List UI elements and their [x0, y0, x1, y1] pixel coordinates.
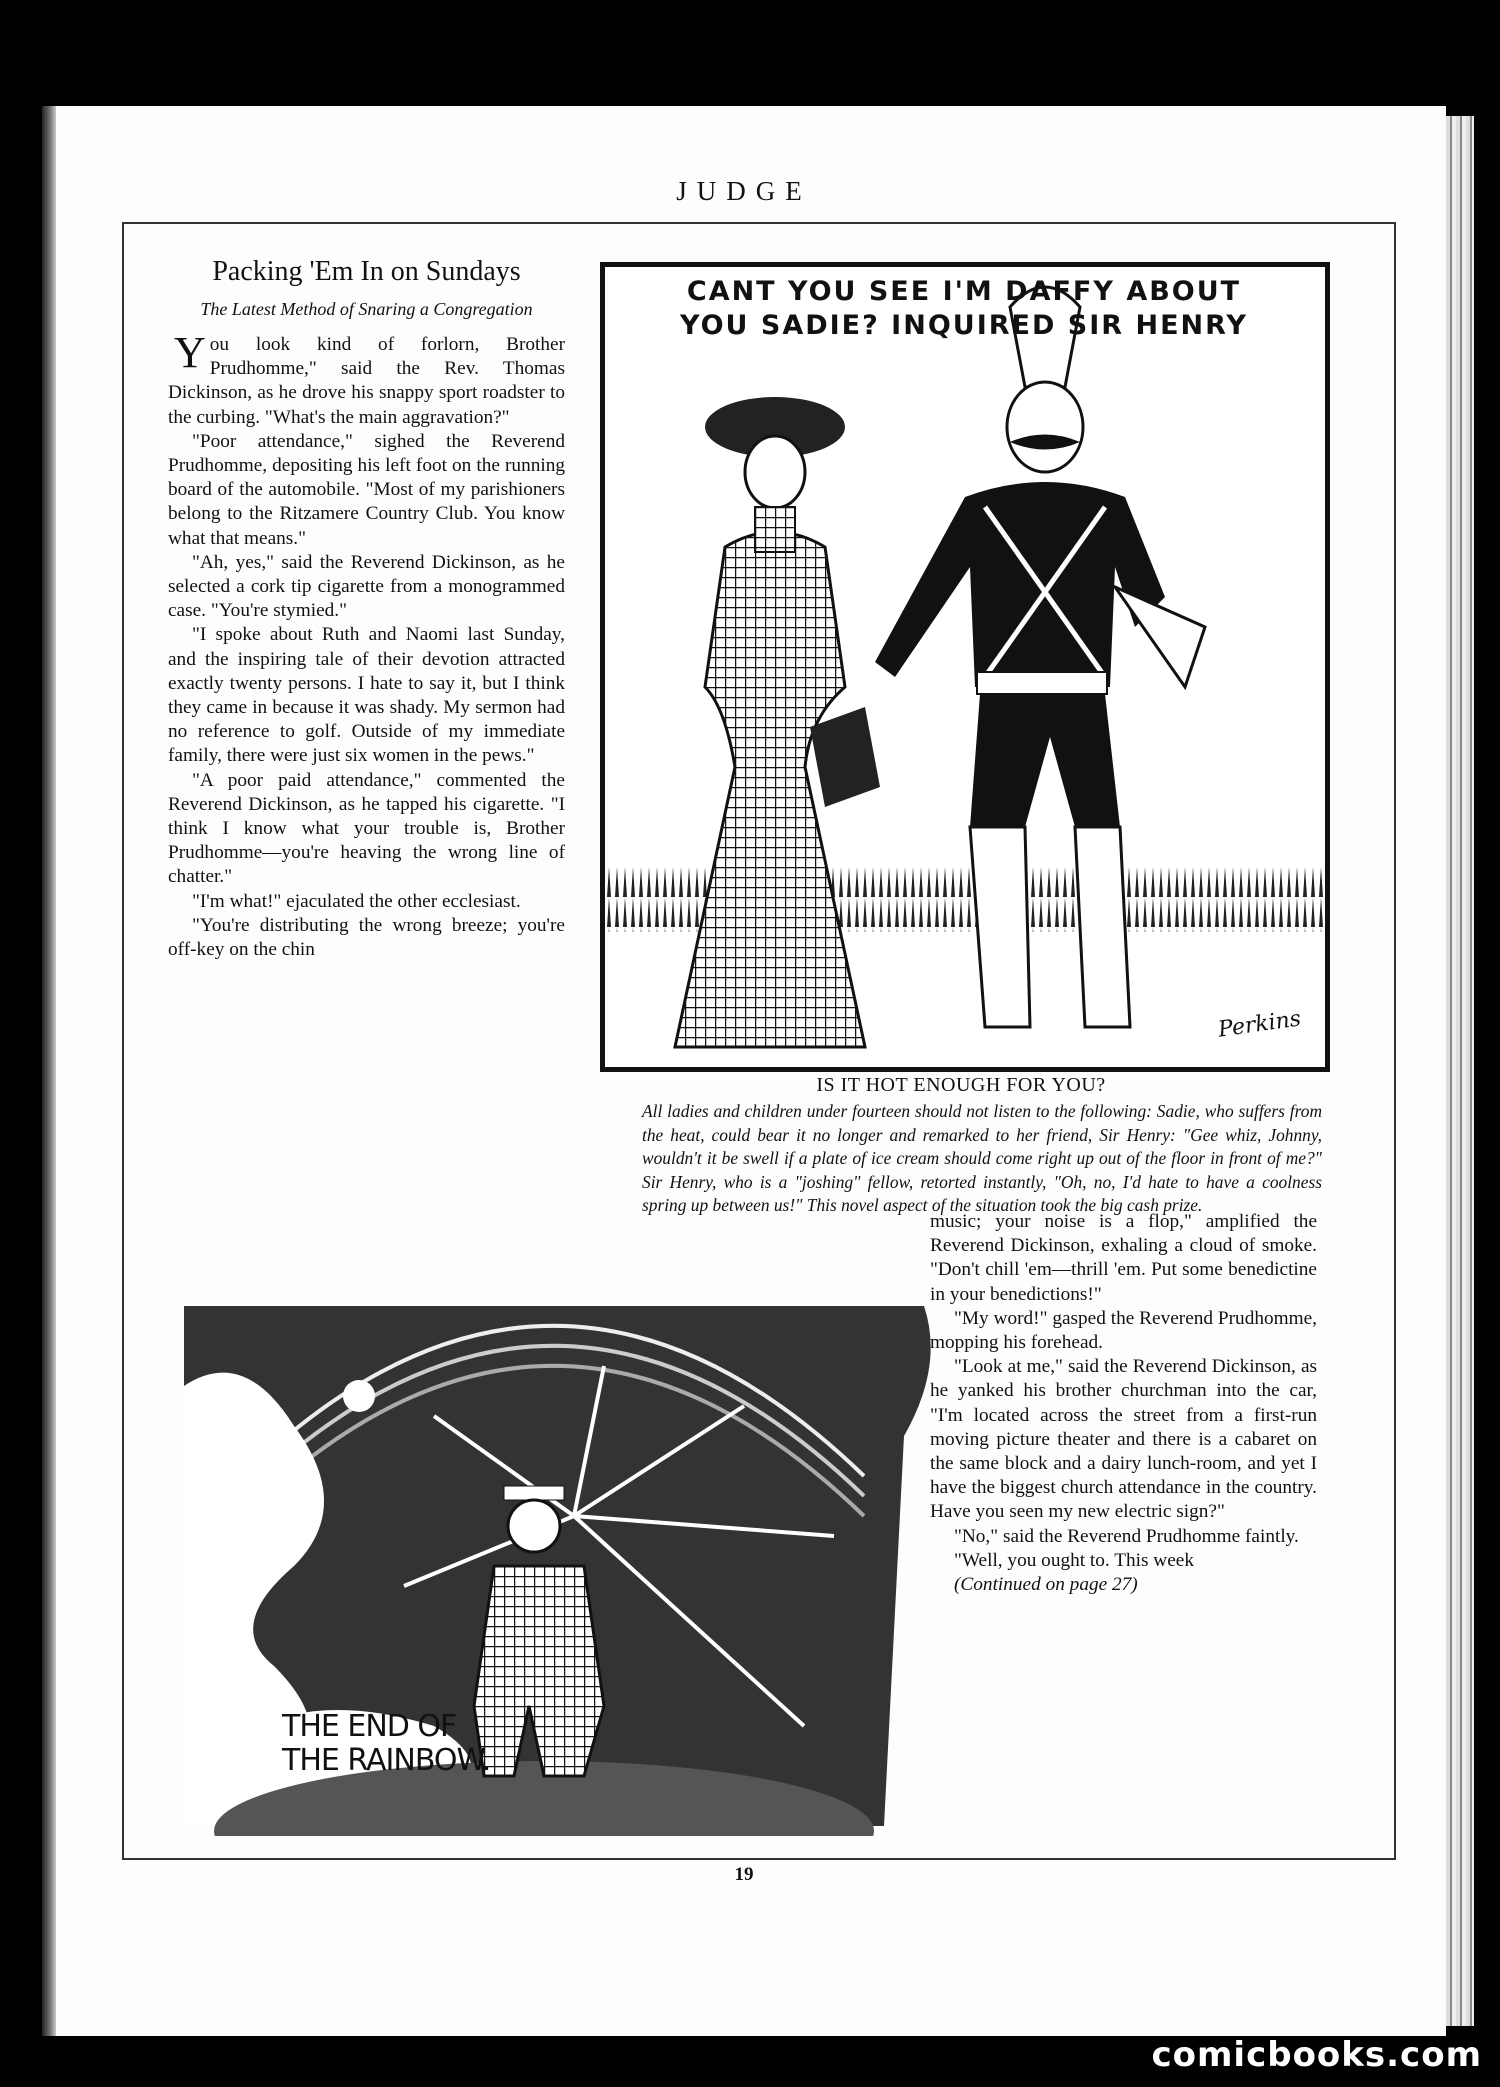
article-paragraph: "I spoke about Ruth and Naomi last Sunday, and the inspiring tale of their devotion attracted exactly twenty persons. I hate to say it, but I think they came in because it was shady. My sermon had no reference to golf. Outside of my immediate family, there were just six women in the pews.": [168, 624, 565, 767]
artist-signature: Perkins: [1216, 1006, 1303, 1043]
article-paragraph: "Ah, yes," said the Reverend Dickinson, as he selected a cork tip cigarette from a monogrammed case. "You're stymied.": [168, 551, 565, 622]
binding-spine: [42, 106, 56, 2036]
cartoon-lettering: CANT YOU SEE I'M DAFFY ABOUT YOU SADIE? INQUIRED SIR HENRY: [680, 276, 1248, 341]
article-subhead: The Latest Method of Snaring a Congregation: [200, 299, 533, 319]
page-edges: [1446, 116, 1474, 2026]
continued-note: (Continued on page 27): [954, 1574, 1138, 1596]
cartoon-end-of-rainbow: [184, 1306, 944, 1836]
article-right-column: [930, 1210, 1317, 1597]
watermark: comicbooks.com: [1151, 2035, 1482, 2075]
cartoon-caption: All ladies and children under fourteen should not listen to the following: Sadie, who suffers from the heat, could bear it no longer and remarked to her friend, Sir Henry: "Gee whiz, Johnny, wouldn't it be swell if a plate of ice cream should come right up out of the floor in front of me?" Sir Henry, who is a "joshing" fellow, retorted instantly, "Oh, no, I'd hate to have a coolness spring up between us!" This novel aspect of the situation took the big cash prize.: [642, 1101, 1322, 1215]
article-paragraph: "Well, you ought to. This week: [954, 1549, 1194, 1571]
masthead: JUDGE: [676, 176, 812, 206]
cartoon-illustration: [605, 267, 1325, 1067]
cartoon-label: THE END OF THE RAINBOW.: [282, 1709, 491, 1778]
magazine-page: [42, 106, 1446, 2036]
drop-cap: Y: [174, 328, 206, 377]
cartoon-title: IS IT HOT ENOUGH FOR YOU?: [816, 1074, 1106, 1096]
article-paragraph: "Poor attendance," sighed the Reverend Prudhomme, depositing his left foot on the running board of the automobile. "Most of my parishioners belong to the Ritzamere Country Club. You know what that means.": [168, 430, 565, 549]
article-paragraph: "A poor paid attendance," commented the Reverend Dickinson, as he tapped his cigarette. "I think I know what your trouble is, Brother Prudhomme—you're heaving the wrong line of chatter.": [168, 769, 565, 888]
article-paragraph: "My word!" gasped the Reverend Prudhomme, mopping his forehead.: [930, 1307, 1317, 1354]
article-paragraph: music; your noise is a flop," amplified the Reverend Dickinson, exhaling a cloud of smoke. "Don't chill 'em—thrill 'em. Put some benedictine in your benedictions!": [930, 1211, 1317, 1305]
article-paragraph: "You're distributing the wrong breeze; you're off-key on the chin: [168, 914, 565, 961]
article-paragraph: "Look at me," said the Reverend Dickinson, as he yanked his brother churchman into the car, "I'm located across the street from a first-run moving picture theater and there is a cabaret on the same block and a dairy lunch-room, and yet I have the biggest church attendance in the country. Have you seen my new electric sign?": [930, 1356, 1317, 1523]
article-left-column: [168, 256, 565, 962]
cartoon-sir-henry: [600, 262, 1330, 1072]
article-headline: Packing 'Em In on Sundays: [212, 256, 521, 287]
article-paragraph: "I'm what!" ejaculated the other ecclesiast.: [192, 890, 521, 912]
page-number: 19: [734, 1864, 754, 1885]
article-paragraph: You look kind of forlorn, Brother Prudhomme," said the Rev. Thomas Dickinson, as he drove his snappy sport roadster to the curbing. "What's the main aggravation?": [168, 328, 565, 428]
article-paragraph: "No," said the Reverend Prudhomme faintly.: [954, 1525, 1299, 1547]
